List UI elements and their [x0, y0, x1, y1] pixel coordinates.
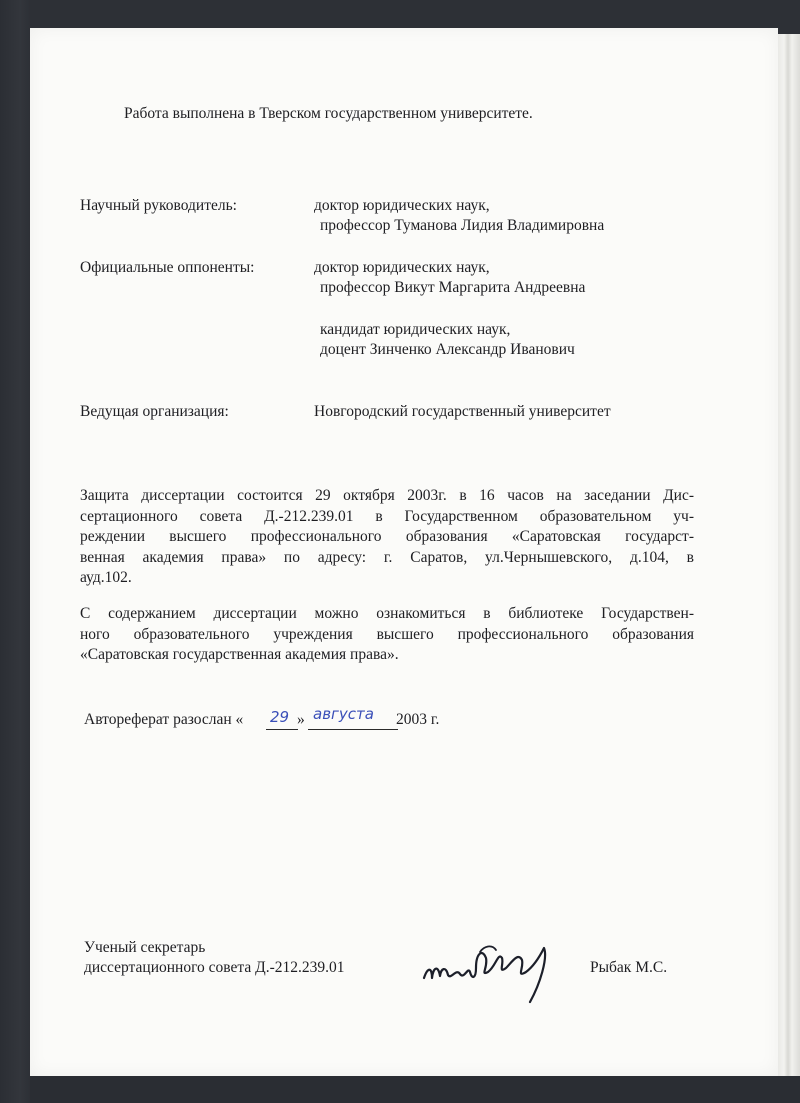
day-underline: [266, 729, 298, 730]
defense-line: реждении высшего профессионального образования «Саратовская государст-: [80, 528, 694, 545]
supervisor-label: Научный руководитель:: [80, 197, 237, 214]
library-paragraph: [80, 604, 694, 666]
secretary-council: диссертационного совета Д.-212.239.01: [84, 959, 345, 976]
university-line: Работа выполнена в Тверском государственном университете.: [124, 105, 533, 122]
dispatch-suffix: 2003 г.: [396, 711, 440, 728]
page-edge: [778, 34, 800, 1076]
dispatch-prefix: Автореферат разослан «: [84, 711, 244, 728]
signature: [418, 928, 558, 1012]
opponent-1-degree: доктор юридических наук,: [314, 259, 490, 276]
defense-paragraph: [80, 486, 694, 589]
defense-line: Защита диссертации состоится 29 октября 2003г. в 16 часов на заседании Дис-: [80, 487, 694, 504]
month-underline: [308, 729, 398, 730]
lead-org-value: Новгородский государственный университет: [314, 403, 611, 420]
defense-line: ауд.102.: [80, 569, 132, 586]
dispatch-month-handwritten: августа: [313, 705, 374, 723]
library-line: ного образовательного учреждения высшего профессионального образования: [80, 625, 694, 643]
supervisor-degree: доктор юридических наук,: [314, 197, 490, 214]
dispatch-quote: »: [297, 711, 305, 728]
opponent-2-degree: кандидат юридических наук,: [320, 321, 511, 338]
library-line: С содержанием диссертации можно ознакомиться в библиотеке Государствен-: [80, 605, 694, 622]
secretary-title: Ученый секретарь: [84, 939, 206, 956]
secretary-name: Рыбак М.С.: [590, 959, 668, 976]
supervisor-name: профессор Туманова Лидия Владимировна: [320, 217, 605, 234]
defense-line: венная академия права» по адресу: г. Саратов, ул.Чернышевского, д.104, в: [80, 548, 694, 566]
dispatch-day-handwritten: 29: [270, 708, 290, 726]
opponent-1-name: профессор Викут Маргарита Андреевна: [320, 279, 586, 296]
scanner-border: [30, 1076, 800, 1103]
lead-org-label: Ведущая организация:: [80, 403, 229, 420]
library-line: «Саратовская государственная академия права».: [80, 646, 399, 663]
opponent-2-name: доцент Зинченко Александр Иванович: [320, 341, 575, 358]
defense-line: сертационного совета Д.-212.239.01 в Государственном образовательном уч-: [80, 507, 694, 525]
opponents-label: Официальные оппоненты:: [80, 259, 255, 276]
